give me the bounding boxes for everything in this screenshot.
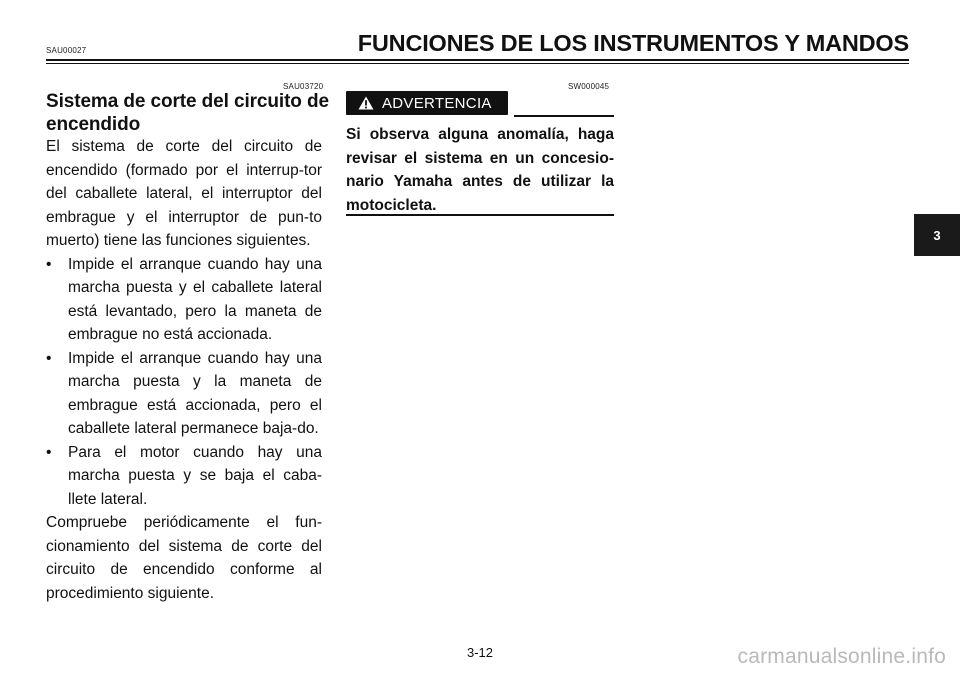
list-item — [46, 253, 322, 347]
list-item — [46, 347, 322, 441]
warning-code: SW000045 — [568, 82, 610, 91]
section-code: SAU03720 — [283, 82, 324, 91]
warning-badge — [346, 91, 508, 115]
warning-text: Si observa alguna anomalía, haga revisar el sistema en un concesio-nario Yamaha antes de utilizar la motocicleta. — [346, 126, 614, 214]
list-item — [46, 441, 322, 512]
left-column-body — [46, 135, 322, 605]
chapter-number: 3 — [933, 227, 941, 243]
bullet-icon: • — [46, 349, 52, 367]
header-code: SAU00027 — [46, 46, 87, 55]
watermark: carmanualsonline.info — [737, 645, 946, 668]
header-rule-thin — [46, 63, 909, 64]
warning-label: ADVERTENCIA — [382, 94, 492, 112]
header-rule — [46, 59, 909, 61]
list-item-text: Impide el arranque cuando hay una marcha puesta y el caballete lateral está levantado, pero la maneta de embrague no está accionada. — [68, 255, 322, 343]
warning-bottom-rule — [346, 214, 614, 216]
warning-triangle-icon — [358, 96, 374, 110]
list-item-text: Para el motor cuando hay una marcha puesta y se baja el caba-llete lateral. — [68, 443, 322, 508]
chapter-tab — [914, 214, 960, 256]
bullet-icon: • — [46, 443, 52, 461]
list-item-text: Impide el arranque cuando hay una marcha puesta y la maneta de embrague está accionada, pero el caballete lateral permanece baja-do. — [68, 349, 322, 437]
section-heading: Sistema de corte del circuito de encendido — [46, 91, 329, 135]
bullet-icon: • — [46, 255, 52, 273]
page-number: 3-12 — [466, 645, 494, 660]
warning-top-rule — [514, 115, 614, 117]
page-header-title: FUNCIONES DE LOS INSTRUMENTOS Y MANDOS — [357, 30, 909, 56]
function-list — [46, 253, 322, 512]
closing-paragraph: Compruebe periódicamente el fun-cionamiento del sistema de corte del circuito de encendido conforme al procedimiento siguiente. — [46, 514, 322, 602]
intro-paragraph: El sistema de corte del circuito de encendido (formado por el interrup-tor del caballete lateral, el interruptor del embrague y el interruptor de pun-to muerto) tiene las funciones siguientes. — [46, 138, 322, 249]
